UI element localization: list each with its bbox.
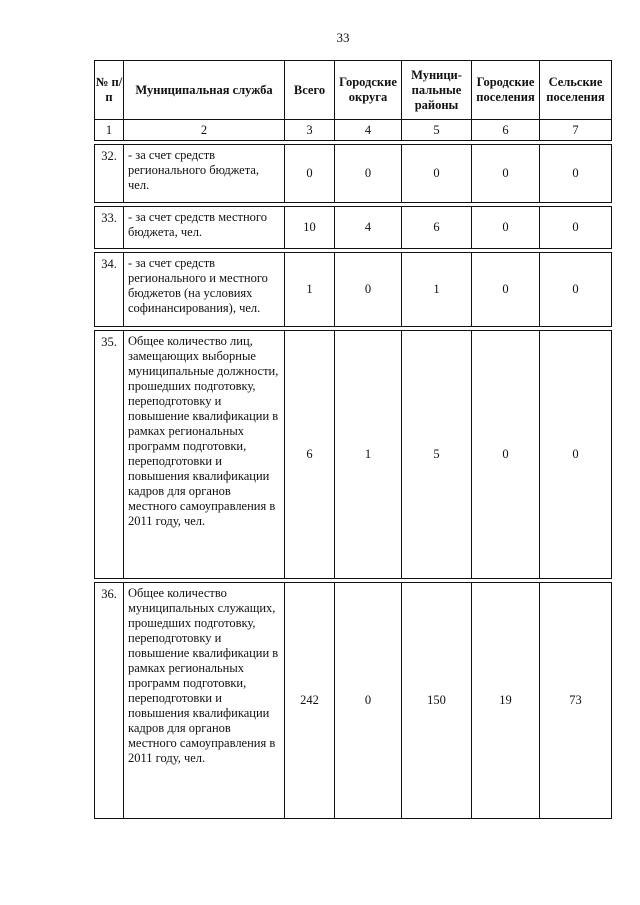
column-number: 6 bbox=[472, 120, 540, 141]
column-number: 4 bbox=[335, 120, 402, 141]
cell-urban-districts: 0 bbox=[335, 253, 402, 327]
header-total: Всего bbox=[285, 61, 335, 120]
cell-urban-settlements: 0 bbox=[472, 253, 540, 327]
cell-urban-settlements: 0 bbox=[472, 331, 540, 579]
header-service: Муниципальная служба bbox=[124, 61, 285, 120]
column-number: 1 bbox=[95, 120, 124, 141]
cell-rural-settlements: 0 bbox=[540, 253, 612, 327]
column-number: 3 bbox=[285, 120, 335, 141]
header-num: № п/п bbox=[95, 61, 124, 120]
table-row bbox=[95, 253, 612, 327]
cell-rural-settlements: 0 bbox=[540, 331, 612, 579]
cell-rural-settlements: 0 bbox=[540, 145, 612, 203]
table-row bbox=[95, 583, 612, 819]
cell-urban-districts: 0 bbox=[335, 583, 402, 819]
column-number: 7 bbox=[540, 120, 612, 141]
cell-urban-settlements: 0 bbox=[472, 145, 540, 203]
header-urban-settlements: Городские поселения bbox=[472, 61, 540, 120]
data-table bbox=[94, 60, 612, 819]
row-description: - за счет средств регионального бюджета, чел. bbox=[124, 145, 285, 203]
page-number: 33 bbox=[336, 30, 350, 45]
cell-municipal-districts: 6 bbox=[402, 207, 472, 249]
table-row bbox=[95, 331, 612, 579]
cell-urban-settlements: 0 bbox=[472, 207, 540, 249]
row-number: 32. bbox=[95, 145, 124, 203]
cell-urban-districts: 1 bbox=[335, 331, 402, 579]
cell-municipal-districts: 0 bbox=[402, 145, 472, 203]
row-description: Общее количество муниципальных служащих, прошедших подготовку, переподготовку и повышение квалификации в рамках региональных программ подготовки, переподготовки и повышения квалификации кадров для органов местного самоуправления в 2011 году, чел. bbox=[124, 583, 285, 819]
header-rural-settlements: Сельские поселения bbox=[540, 61, 612, 120]
cell-total: 6 bbox=[285, 331, 335, 579]
cell-rural-settlements: 73 bbox=[540, 583, 612, 819]
column-number-row bbox=[95, 120, 612, 141]
cell-total: 1 bbox=[285, 253, 335, 327]
cell-urban-settlements: 19 bbox=[472, 583, 540, 819]
cell-total: 0 bbox=[285, 145, 335, 203]
header-row bbox=[95, 61, 612, 120]
cell-rural-settlements: 0 bbox=[540, 207, 612, 249]
cell-municipal-districts: 150 bbox=[402, 583, 472, 819]
column-number: 2 bbox=[124, 120, 285, 141]
row-description: - за счет средств регионального и местного бюджетов (на условиях софинансирования), чел. bbox=[124, 253, 285, 327]
cell-total: 242 bbox=[285, 583, 335, 819]
cell-urban-districts: 0 bbox=[335, 145, 402, 203]
row-number: 33. bbox=[95, 207, 124, 249]
cell-urban-districts: 4 bbox=[335, 207, 402, 249]
column-number: 5 bbox=[402, 120, 472, 141]
row-description: - за счет средств местного бюджета, чел. bbox=[124, 207, 285, 249]
row-number: 34. bbox=[95, 253, 124, 327]
row-number: 35. bbox=[95, 331, 124, 579]
header-municipal-districts: Муници-пальные районы bbox=[402, 61, 472, 120]
header-urban-districts: Городские округа bbox=[335, 61, 402, 120]
cell-total: 10 bbox=[285, 207, 335, 249]
table-row bbox=[95, 207, 612, 249]
row-description: Общее количество лиц, замещающих выборные муниципальные должности, прошедших подготовку, переподготовку и повышение квалификации в рамках региональных программ подготовки, переподготовки и повышения квалификации кадров для органов местного самоуправления в 2011 году, чел. bbox=[124, 331, 285, 579]
cell-municipal-districts: 5 bbox=[402, 331, 472, 579]
table-row bbox=[95, 145, 612, 203]
cell-municipal-districts: 1 bbox=[402, 253, 472, 327]
row-number: 36. bbox=[95, 583, 124, 819]
